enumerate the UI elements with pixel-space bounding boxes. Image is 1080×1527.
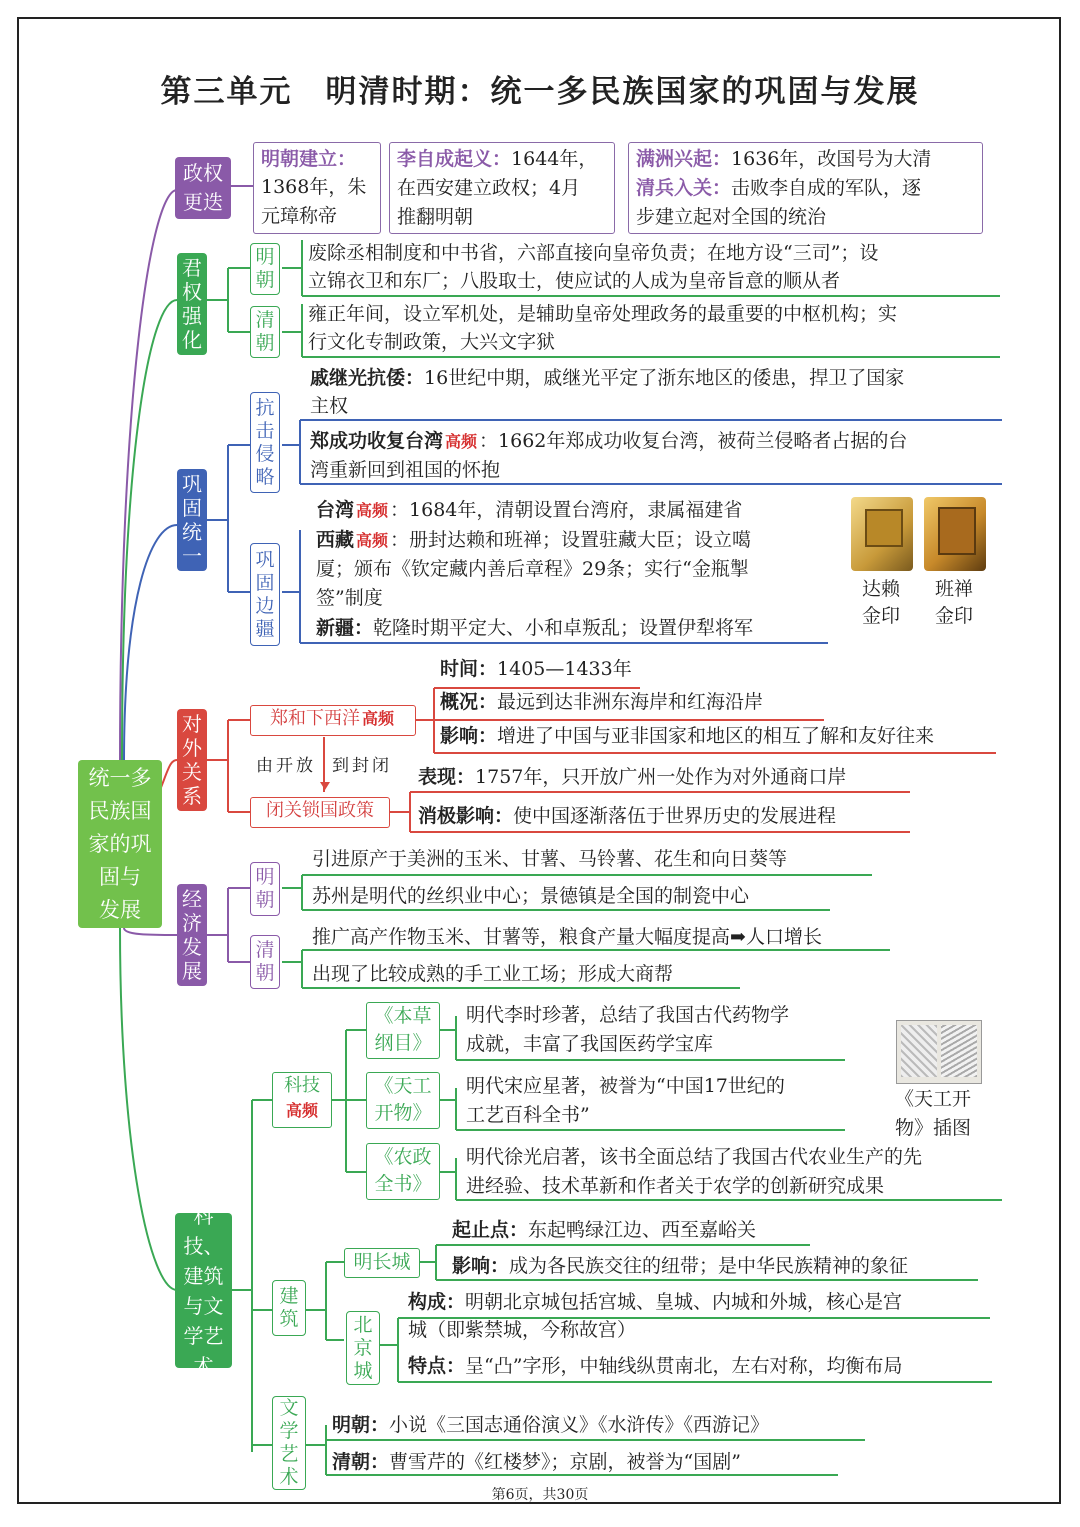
seal-face xyxy=(865,509,903,547)
ming-great-wall xyxy=(344,1248,420,1278)
hot-badge: 高频 xyxy=(356,501,389,520)
ming-economy-line: 引进原产于美洲的玉米、甘薯、马铃薯、花生和向日葵等 xyxy=(312,848,788,870)
qi-jiguang-label: 戚继光抗倭： xyxy=(310,367,425,389)
caption-line: 物》插图 xyxy=(895,1117,972,1139)
cat-consolidate-unity xyxy=(177,469,207,571)
ming-lit-text: 小说《三国志通俗演义》《水浒传》《西游记》 xyxy=(389,1414,770,1436)
qi-jiguang-text: 主权 xyxy=(310,395,349,417)
ming-monarchy-line: 立锦衣卫和东厂；八股取士，使应试的人成为皇帝旨意的顺从者 xyxy=(308,270,841,292)
cat-foreign-relations xyxy=(177,709,207,811)
illustration-page-left xyxy=(901,1025,937,1077)
hot-badge: 高频 xyxy=(356,531,389,550)
manchu-text: 1636年，改国号为大清 xyxy=(731,148,932,170)
root-line: 民族国 xyxy=(88,799,152,823)
start-end-label: 起止点： xyxy=(452,1219,529,1241)
hot-badge: 高频 xyxy=(285,1101,318,1120)
zheng-chenggong-text: 湾重新回到祖国的怀抱 xyxy=(310,459,501,481)
overview-label: 概况： xyxy=(440,691,498,713)
cat-label: 经济发展 xyxy=(182,887,202,983)
sub-label: 文学艺术 xyxy=(279,1397,299,1488)
tibet-label: 西藏 xyxy=(316,529,355,551)
qing-economy-line: 出现了比较成熟的手工业工场；形成大商帮 xyxy=(312,963,674,985)
sub-label: 建筑 xyxy=(279,1285,299,1330)
down-arrow-icon xyxy=(318,780,332,794)
box-qing-rise xyxy=(628,142,983,234)
qing-economy-line: 人口增长 xyxy=(745,926,822,948)
start-end-text: 东起鸭绿江边、西至嘉峪关 xyxy=(528,1219,757,1241)
arrow-icon: ➡ xyxy=(730,926,746,948)
taiwan-text: ：1684年，清朝设置台湾府，隶属福建省 xyxy=(390,499,743,521)
seal-caption-line: 达赖 xyxy=(862,578,901,600)
wall-impact-text: 成为各民族交往的纽带；是中华民族精神的象征 xyxy=(509,1255,909,1277)
ming-economy-line: 苏州是明代的丝织业中心；景德镇是全国的制瓷中心 xyxy=(312,885,750,907)
sub-qing-economy xyxy=(250,935,280,989)
tibet-text: 签”制度 xyxy=(316,587,383,609)
book-title-line: 《农政 xyxy=(374,1146,432,1168)
seal-face xyxy=(938,507,976,555)
nongzheng-text: 明代徐光启著，该书全面总结了我国古代农业生产的先 xyxy=(466,1146,923,1168)
sub-label: 科技 xyxy=(284,1075,320,1096)
book-title-line: 全书》 xyxy=(374,1173,432,1195)
box-li-zicheng xyxy=(389,142,615,234)
sub-label: 巩固边疆 xyxy=(255,548,275,640)
cat-label: 对外关系 xyxy=(182,712,202,808)
zheng-chenggong-text: ：1662年郑成功收复台湾，被荷兰侵略者占据的台 xyxy=(479,430,908,452)
cat-regime-change xyxy=(175,157,231,219)
book-title-line: 《天工 xyxy=(374,1075,432,1097)
great-wall-label: 明长城 xyxy=(353,1251,411,1273)
cat-label: 君权强化 xyxy=(182,256,202,352)
seal-caption-line: 金印 xyxy=(935,605,974,627)
book-tiangong xyxy=(366,1072,440,1129)
impact-text: 增进了中国与亚非国家和地区的相互了解和友好往来 xyxy=(497,725,935,747)
cat-label: 科技、建筑与文学艺术 xyxy=(183,1203,224,1378)
cat-label: 巩固统一 xyxy=(182,472,202,568)
sub-label: 清朝 xyxy=(255,309,275,354)
qing-economy-line: 推广高产作物玉米、甘薯等，粮食产量大幅度提高 xyxy=(312,926,731,948)
ming-lit-label: 明朝： xyxy=(332,1414,390,1436)
root-line: 发展 xyxy=(99,898,141,922)
dalai-gold-seal-image xyxy=(851,497,913,571)
manifestation-text: 1757年，只开放广州一处作为对外通商口岸 xyxy=(475,766,847,788)
bencao-text: 明代李时珍著，总结了我国古代药物学 xyxy=(466,1004,790,1026)
cat-monarchy-power xyxy=(177,253,207,355)
zheng-chenggong-label: 郑成功收复台湾 xyxy=(310,430,444,452)
qing-monarchy-line: 雍正年间，设立军机处，是辅助皇帝处理政务的最重要的中枢机构；实 xyxy=(308,303,898,325)
book-nongzheng xyxy=(366,1143,440,1200)
sub-label: 明朝 xyxy=(255,246,275,291)
xinjiang-text: 乾隆时期平定大、小和卓叛乱；设置伊犁将军 xyxy=(373,617,754,639)
seal-caption xyxy=(862,576,900,630)
features-label: 特点： xyxy=(408,1355,466,1377)
negative-impact-text: 使中国逐渐落伍于世界历史的发展进程 xyxy=(513,805,837,827)
qing-monarchy-line: 行文化专制政策，大兴文字狱 xyxy=(308,331,556,353)
cat-science-architecture-arts xyxy=(175,1203,232,1378)
root-line: 统一多 xyxy=(88,766,152,790)
tiangong-illustration-image xyxy=(896,1020,982,1084)
qing-lit-text: 曹雪芹的《红楼梦》；京剧，被誉为“国剧” xyxy=(389,1451,741,1473)
tibet-text: 厦；颁布《钦定藏内善后章程》29条；实行“金瓶掣 xyxy=(316,558,749,580)
book-title-line: 纲目》 xyxy=(374,1032,432,1054)
li-zicheng-label: 李自成起义： xyxy=(397,148,512,170)
box-ming-founding xyxy=(253,142,381,234)
qing-entry-text: 步建立起对全国的统治 xyxy=(636,206,827,228)
composition-label: 构成： xyxy=(408,1291,466,1313)
caption-line: 《天工开 xyxy=(895,1088,972,1110)
sub-science xyxy=(272,1072,332,1128)
zheng-he-label: 郑和下西洋 xyxy=(269,708,360,729)
nongzheng-text: 进经验、技术革新和作者关于农学的创新研究成果 xyxy=(466,1175,885,1197)
time-text: 1405—1433年 xyxy=(497,658,632,680)
root-line: 家的巩 xyxy=(88,832,152,856)
qi-jiguang-text: 16世纪中期，戚继光平定了浙东地区的倭患，捍卫了国家 xyxy=(424,367,905,389)
book-title-line: 《本草 xyxy=(374,1005,432,1027)
sub-literature-arts xyxy=(272,1396,306,1490)
closed-door-label: 闭关锁国政策 xyxy=(266,800,374,821)
illustration-caption xyxy=(895,1085,971,1143)
sub-ming-economy xyxy=(250,862,280,916)
tiangong-text: 工艺百科全书” xyxy=(466,1104,590,1126)
cat-label: 政权更迭 xyxy=(183,161,223,214)
page-title: 第三单元 明清时期：统一多民族国家的巩固与发展 xyxy=(160,74,920,110)
qing-entry-text: 击败李自成的军队，逐 xyxy=(731,177,922,199)
sub-label: 清朝 xyxy=(255,939,275,984)
time-label: 时间： xyxy=(440,658,498,680)
manchu-label: 满洲兴起： xyxy=(636,148,732,170)
ming-founding-text: 1368年，朱 xyxy=(261,176,367,198)
seal-caption-line: 班禅 xyxy=(935,578,974,600)
closed-door-policy xyxy=(250,797,390,828)
beijing-city xyxy=(346,1311,380,1385)
composition-text: 城（即紫禁城，今称故宫） xyxy=(408,1319,637,1341)
panchen-gold-seal-image xyxy=(924,497,986,571)
seal-caption xyxy=(935,576,973,630)
li-zicheng-text: 推翻明朝 xyxy=(397,206,474,228)
li-zicheng-text: 1644年， xyxy=(511,148,598,170)
seal-caption-line: 金印 xyxy=(862,605,901,627)
hot-badge: 高频 xyxy=(445,432,478,451)
open-to-closed-right: 到封闭 xyxy=(332,756,392,776)
illustration-page-right xyxy=(941,1025,977,1077)
ming-founding-label: 明朝建立： xyxy=(261,148,357,170)
qing-lit-label: 清朝： xyxy=(332,1451,390,1473)
ming-founding-text: 元璋称帝 xyxy=(261,205,338,227)
xinjiang-label: 新疆： xyxy=(316,617,374,639)
sub-qing-monarchy xyxy=(250,306,280,358)
negative-impact-label: 消极影响： xyxy=(418,805,514,827)
manifestation-label: 表现： xyxy=(418,766,476,788)
wall-impact-label: 影响： xyxy=(452,1255,510,1277)
page-footer: 第6页，共30页 xyxy=(491,1487,589,1503)
sub-architecture xyxy=(272,1280,306,1336)
sub-resist-invasion xyxy=(250,392,280,493)
tibet-text: ：册封达赖和班禅；设置驻藏大臣；设立噶 xyxy=(390,529,752,551)
sub-label: 抗击侵略 xyxy=(255,396,275,488)
sub-frontier xyxy=(250,543,280,646)
open-to-closed-left: 由开放 xyxy=(256,756,316,776)
sub-label: 明朝 xyxy=(255,866,275,911)
taiwan-label: 台湾 xyxy=(316,499,355,521)
hot-badge: 高频 xyxy=(361,709,394,728)
features-text: 呈“凸”字形，中轴线纵贯南北，左右对称，均衡布局 xyxy=(465,1355,903,1377)
ming-monarchy-line: 废除丞相制度和中书省，六部直接向皇帝负责；在地方设“三司”；设 xyxy=(308,242,879,264)
li-zicheng-text: 在西安建立政权；4月 xyxy=(397,177,581,199)
composition-text: 明朝北京城包括宫城、皇城、内城和外城，核心是宫 xyxy=(465,1291,903,1313)
bencao-text: 成就，丰富了我国医药学宝库 xyxy=(466,1033,714,1055)
book-bencao xyxy=(366,1002,440,1059)
book-title-line: 开物》 xyxy=(374,1102,432,1124)
beijing-label: 北京城 xyxy=(353,1313,373,1382)
root-node xyxy=(78,760,162,928)
impact-label: 影响： xyxy=(440,725,498,747)
tiangong-text: 明代宋应星著，被誉为“中国17世纪的 xyxy=(466,1075,785,1097)
sub-ming-monarchy xyxy=(250,243,280,295)
root-line: 固与 xyxy=(99,865,141,889)
qing-entry-label: 清兵入关： xyxy=(636,177,732,199)
zheng-he-voyages xyxy=(250,705,416,736)
overview-text: 最远到达非洲东海岸和红海沿岸 xyxy=(497,691,764,713)
cat-economic-development xyxy=(177,884,207,986)
